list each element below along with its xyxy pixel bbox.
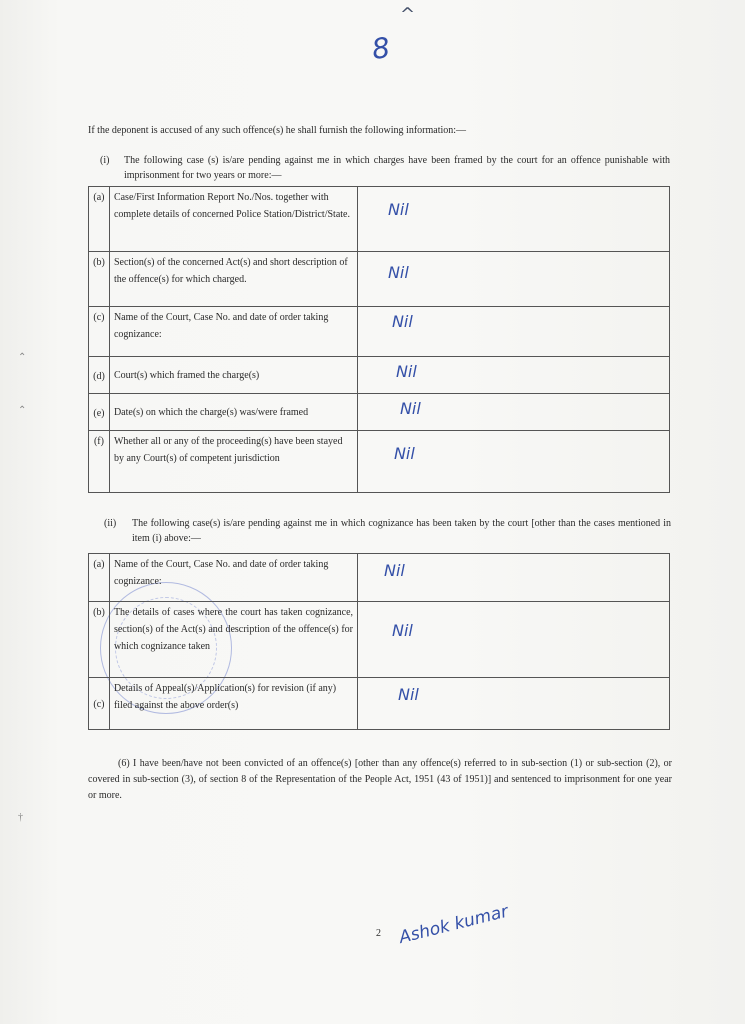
row-label: (d): [89, 357, 110, 394]
margin-mark: †: [18, 812, 23, 823]
row-description: The details of cases where the court has taken cognizance, section(s) of the Act(s) and description of the offence(s) for which cognizance taken: [109, 602, 357, 678]
row-description: Date(s) on which the charge(s) was/were framed: [109, 394, 357, 431]
row-label: (b): [89, 602, 110, 678]
row-label: (c): [89, 307, 110, 357]
answer-cell: [358, 554, 670, 602]
answer-value: Nil: [387, 200, 409, 219]
section-i-text: The following case (s) is/are pending against me in which charges have been framed by the court for an offence punishable with imprisonment for two years or more:—: [124, 155, 670, 181]
answer-value: Nil: [399, 399, 421, 418]
paragraph-6: (6) I have been/have not been convicted of an offence(s) [other than any offence(s) referred to in sub-section (1) or sub-section (2), or covered in sub-section (3), of section 8 of the Representation of the People Act, 1951 (43 of 1951)] and sentenced to imprisonment for one year or more.: [88, 758, 672, 801]
table-row: [89, 431, 670, 493]
answer-cell: [358, 678, 670, 730]
row-description: Section(s) of the concerned Act(s) and short description of the offence(s) for which charged.: [109, 252, 357, 307]
section-ii-number: (ii): [104, 518, 117, 529]
row-label: (c): [89, 678, 110, 730]
answer-value: Nil: [393, 444, 415, 463]
handwritten-caret: ^: [400, 4, 416, 25]
answer-cell: [357, 252, 669, 307]
intro-text: If the deponent is accused of any such offence(s) he shall furnish the following information:—: [88, 125, 467, 136]
row-label: (a): [89, 554, 110, 602]
answer-value: Nil: [395, 362, 417, 381]
table-row: [89, 357, 670, 394]
section-i-number: (i): [100, 155, 110, 166]
handwritten-page-mark: 8: [369, 30, 393, 67]
answer-cell: [358, 602, 670, 678]
table-row: [89, 307, 670, 357]
table-row: [89, 678, 670, 730]
answer-cell: [357, 307, 669, 357]
row-description: Name of the Court, Case No. and date of order taking cognizance:: [109, 307, 357, 357]
table-row: [89, 602, 670, 678]
table-row: [89, 554, 670, 602]
table-row: [89, 187, 670, 252]
row-description: Whether all or any of the proceeding(s) have been stayed by any Court(s) of competent jurisdiction: [109, 431, 357, 493]
answer-cell: [357, 394, 669, 431]
answer-value: Nil: [392, 621, 413, 640]
table-row: [89, 252, 670, 307]
row-description: Case/First Information Report No./Nos. together with complete details of concerned Police Station/District/State.: [109, 187, 357, 252]
row-label: (f): [89, 431, 110, 493]
table-row: [89, 394, 670, 431]
answer-value: Nil: [387, 263, 409, 282]
margin-mark: ⌃: [18, 405, 27, 416]
section-i-table: [88, 186, 670, 493]
answer-value: Nil: [384, 561, 405, 580]
section-ii-text: The following case(s) is/are pending against me in which cognizance has been taken by the court [other than the cases mentioned in item (i) above:—: [132, 518, 671, 544]
page-number: 2: [376, 928, 381, 939]
row-description: Name of the Court, Case No. and date of order taking cognizance:: [109, 554, 357, 602]
answer-cell: [357, 187, 669, 252]
answer-value: Nil: [398, 685, 419, 704]
answer-value: Nil: [391, 312, 413, 331]
row-label: (b): [89, 252, 110, 307]
row-label: (e): [89, 394, 110, 431]
margin-mark: ⌃: [18, 352, 27, 363]
answer-cell: [357, 357, 669, 394]
signature: Ashok kumar: [397, 901, 511, 948]
row-description: Court(s) which framed the charge(s): [109, 357, 357, 394]
row-label: (a): [89, 187, 110, 252]
answer-cell: [357, 431, 669, 493]
section-ii-table: [88, 553, 670, 730]
row-description: Details of Appeal(s)/Application(s) for revision (if any) filed against the above order(s): [109, 678, 357, 730]
